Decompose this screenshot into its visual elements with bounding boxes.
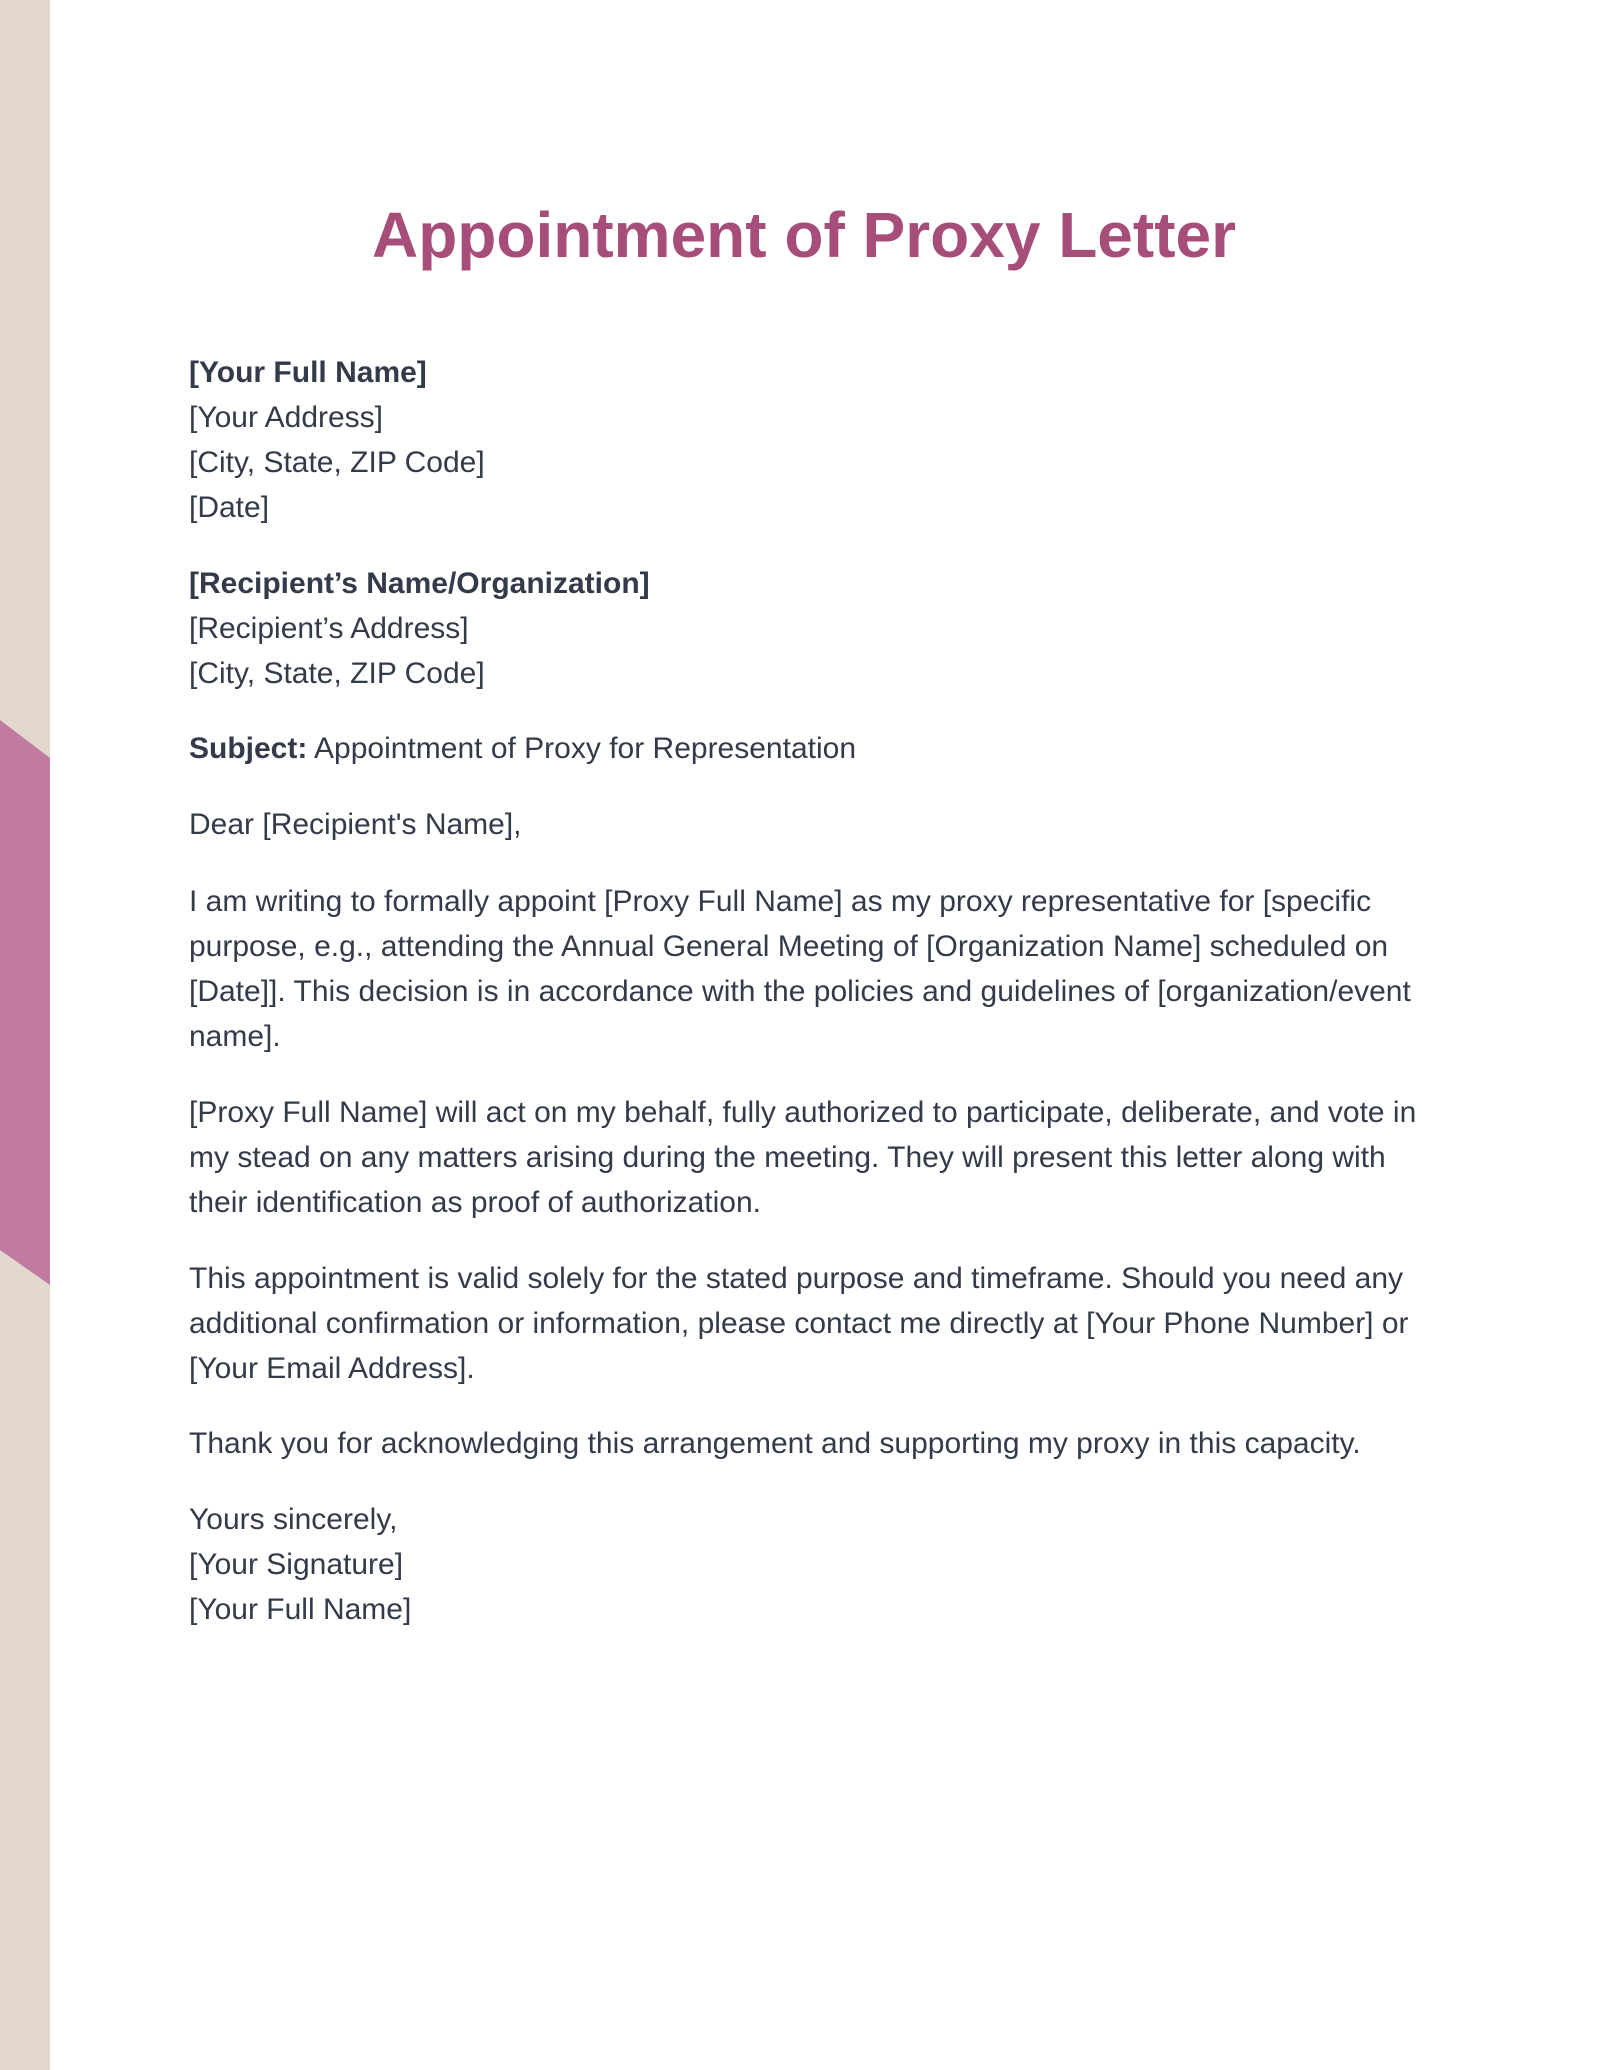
body-paragraph-1	[189, 879, 1449, 1059]
recipient-block	[189, 561, 1449, 696]
sender-address: [Your Address]	[189, 401, 384, 434]
side-accent-shape	[0, 720, 50, 1285]
closing-block	[189, 1497, 1449, 1632]
recipient-name: [Recipient’s Name/Organization]	[189, 567, 650, 600]
letter-title: Appointment of Proxy Letter	[371, 199, 1237, 271]
closing-name: [Your Full Name]	[189, 1593, 412, 1626]
body-paragraph-3	[189, 1256, 1449, 1391]
signature-placeholder: [Your Signature]	[189, 1548, 404, 1581]
sender-name: [Your Full Name]	[189, 356, 427, 389]
subject-line	[189, 726, 1449, 771]
subject-text: Appointment of Proxy for Representation	[307, 732, 857, 765]
paragraph-text: [Proxy Full Name] will act on my behalf, fully authorized to participate, deliberate, and vote in my stead on any matters arising during the meeting. They will present this letter along with their identification as proof of authorization.	[189, 1096, 1417, 1219]
body-paragraph-2	[189, 1090, 1449, 1225]
body-paragraph-4	[189, 1421, 1449, 1466]
paragraph-text: This appointment is valid solely for the stated purpose and timeframe. Should you need any additional confirmation or information, please contact me directly at [Your Phone Number] or [Your Email Address].	[189, 1262, 1409, 1385]
sender-block	[189, 350, 1449, 530]
paragraph-text: I am writing to formally appoint [Proxy Full Name] as my proxy representative for [specific purpose, e.g., attending the Annual General Meeting of [Organization Name] scheduled on [Date]]. This decision is in accordance with the policies and guidelines of [organization/event name].	[189, 885, 1411, 1053]
letter-date: [Date]	[189, 491, 270, 524]
recipient-address: [Recipient’s Address]	[189, 612, 469, 645]
subject-label: Subject:	[189, 732, 308, 765]
sender-city: [City, State, ZIP Code]	[189, 446, 485, 479]
valediction: Yours sincerely,	[189, 1503, 398, 1536]
paragraph-text: Thank you for acknowledging this arrangement and supporting my proxy in this capacity.	[189, 1427, 1361, 1460]
salutation-text: Dear [Recipient's Name],	[189, 808, 522, 841]
recipient-city: [City, State, ZIP Code]	[189, 657, 485, 690]
salutation	[189, 802, 1449, 847]
